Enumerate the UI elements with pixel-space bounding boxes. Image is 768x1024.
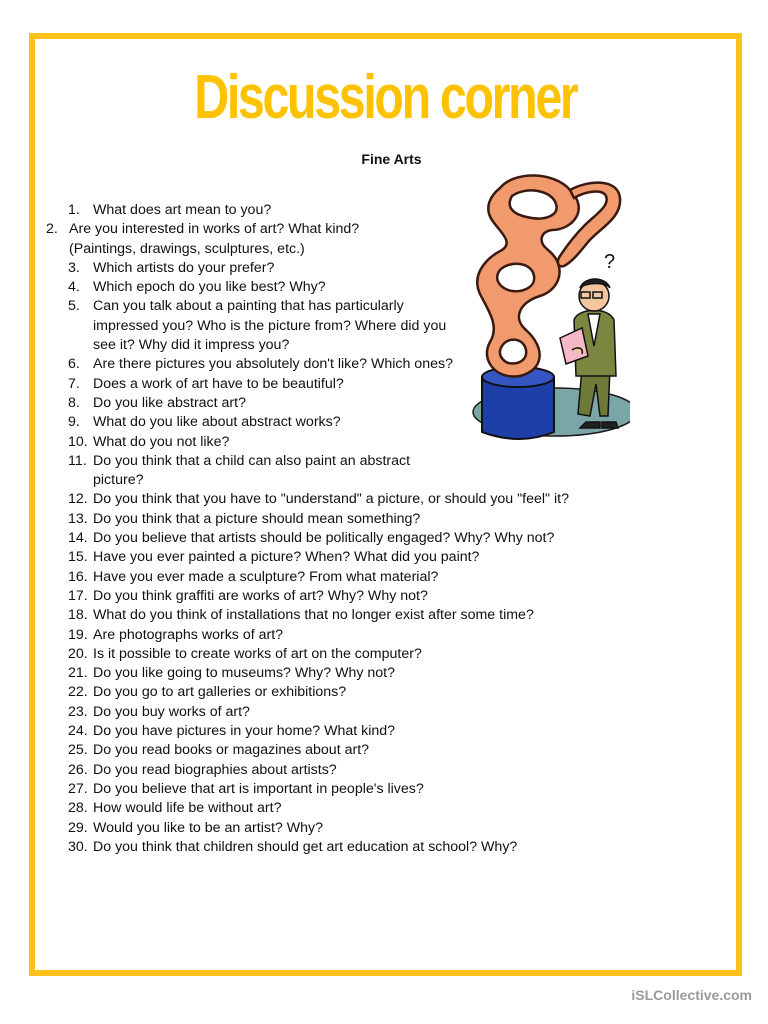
list-item: 14. Do you believe that artists should be politically engaged? Why? Why not? — [68, 530, 555, 547]
question-text: Can you talk about a painting that has particularly impressed you? Who is the picture from? Where did you see it? Why did it impress you? — [93, 298, 447, 354]
question-text: Do you think that you have to "understand" a picture, or should you "feel" it? — [93, 491, 570, 508]
question-text: What does art mean to you? — [93, 202, 272, 218]
question-text: Do you read books or magazines about art? — [93, 742, 370, 759]
question-text: What do you like about abstract works? — [93, 414, 341, 431]
list-item: 16. Have you ever made a sculpture? From what material? — [68, 568, 439, 585]
list-item: 25. Do you read books or magazines about art? — [68, 742, 370, 759]
list-item: 8. Do you like abstract art? — [68, 394, 246, 411]
question-text: Which epoch do you like best? Why? — [93, 279, 326, 296]
list-item: 23. Do you buy works of art? — [68, 703, 250, 720]
page-title: Discussion corner — [194, 63, 577, 132]
question-text: Is it possible to create works of art on the computer? — [93, 645, 422, 662]
question-text: Do you go to art galleries or exhibitions? — [93, 684, 347, 701]
list-item: 9. What do you like about abstract works? — [68, 414, 341, 431]
list-item: 20. Is it possible to create works of art on the computer? — [68, 645, 422, 662]
question-text: Have you ever made a sculpture? From what material? — [93, 568, 439, 585]
list-item: 17. Do you think graffiti are works of art? Why? Why not? — [68, 587, 428, 604]
list-item: 30. Do you think that children should get art education at school? Why? — [68, 838, 518, 855]
question-text: What do you not like? — [93, 433, 230, 450]
question-text: Do you think that a child can also paint an abstract picture? — [93, 452, 411, 489]
list-item: 7. Does a work of art have to be beautiful? — [68, 375, 344, 392]
site-watermark: iSLCollective.com — [631, 987, 752, 1003]
list-item: 15. Have you ever painted a picture? When? What did you paint? — [68, 549, 480, 566]
list-item: 11. Do you think that a child can also paint an abstract picture? — [68, 452, 411, 489]
question-text: Would you like to be an artist? Why? — [93, 819, 324, 836]
question-text: Does a work of art have to be beautiful? — [93, 375, 344, 392]
list-item: 22. Do you go to art galleries or exhibitions? — [68, 684, 347, 701]
list-item: 4. Which epoch do you like best? Why? — [68, 279, 326, 296]
list-item: 3. Which artists do your prefer? — [68, 259, 275, 276]
list-item: 5. Can you talk about a painting that has particularly impressed you? Who is the picture from? Where did you see it? Why did it impress you? — [68, 298, 447, 354]
page-subtitle: Fine Arts — [361, 151, 422, 167]
question-text: Are there pictures you absolutely don't like? Which ones? — [93, 356, 453, 373]
list-item: 28. How would life be without art? — [68, 800, 282, 817]
list-item: 12. Do you think that you have to "understand" a picture, or should you "feel" it? — [68, 491, 570, 508]
question-text: Do you buy works of art? — [93, 703, 250, 720]
question-text: What do you think of installations that no longer exist after some time? — [93, 607, 534, 624]
question-text: Do you believe that art is important in people's lives? — [93, 780, 424, 797]
list-item: 2. Are you interested in works of art? What kind? (Paintings, drawings, sculptures, etc.) — [0, 220, 629, 259]
question-text: Do you have pictures in your home? What kind? — [93, 723, 396, 740]
question-list — [0, 201, 768, 857]
question-text: Are photographs works of art? — [93, 626, 284, 643]
list-item: 10. What do you not like? — [68, 433, 230, 450]
question-text: Do you believe that artists should be politically engaged? Why? Why not? — [93, 530, 555, 547]
list-item: 27. Do you believe that art is important in people's lives? — [68, 780, 424, 797]
list-item: 29. Would you like to be an artist? Why? — [68, 819, 324, 836]
question-text: Do you think graffiti are works of art? Why? Why not? — [93, 587, 428, 604]
question-text-continued: (Paintings, drawings, sculptures, etc.) — [69, 240, 305, 257]
question-text: Have you ever painted a picture? When? What did you paint? — [93, 549, 480, 566]
question-text: Which artists do your prefer? — [93, 259, 275, 276]
list-item: 13. Do you think that a picture should mean something? — [68, 510, 421, 527]
list-item: 24. Do you have pictures in your home? What kind? — [68, 723, 396, 740]
list-item: 19. Are photographs works of art? — [68, 626, 284, 643]
question-text: Do you think that a picture should mean something? — [93, 510, 421, 527]
question-text: Do you think that children should get art education at school? Why? — [93, 838, 518, 855]
question-text: Do you like abstract art? — [93, 394, 246, 411]
list-item: 26. Do you read biographies about artists? — [68, 761, 337, 778]
question-text: Do you read biographies about artists? — [93, 761, 337, 778]
question-text: Are you interested in works of art? What kind? — [69, 221, 360, 238]
question-text: Do you like going to museums? Why? Why not? — [93, 665, 396, 682]
question-text: How would life be without art? — [93, 800, 282, 817]
list-item: 6. Are there pictures you absolutely don't like? Which ones? — [68, 356, 453, 373]
list-item: 1. What does art mean to you? — [68, 202, 272, 218]
list-item: 18. What do you think of installations that no longer exist after some time? — [68, 607, 534, 624]
sculpture-illustration — [460, 170, 630, 445]
question-mark: ? — [604, 251, 616, 273]
list-item: 21. Do you like going to museums? Why? Why not? — [68, 665, 396, 682]
